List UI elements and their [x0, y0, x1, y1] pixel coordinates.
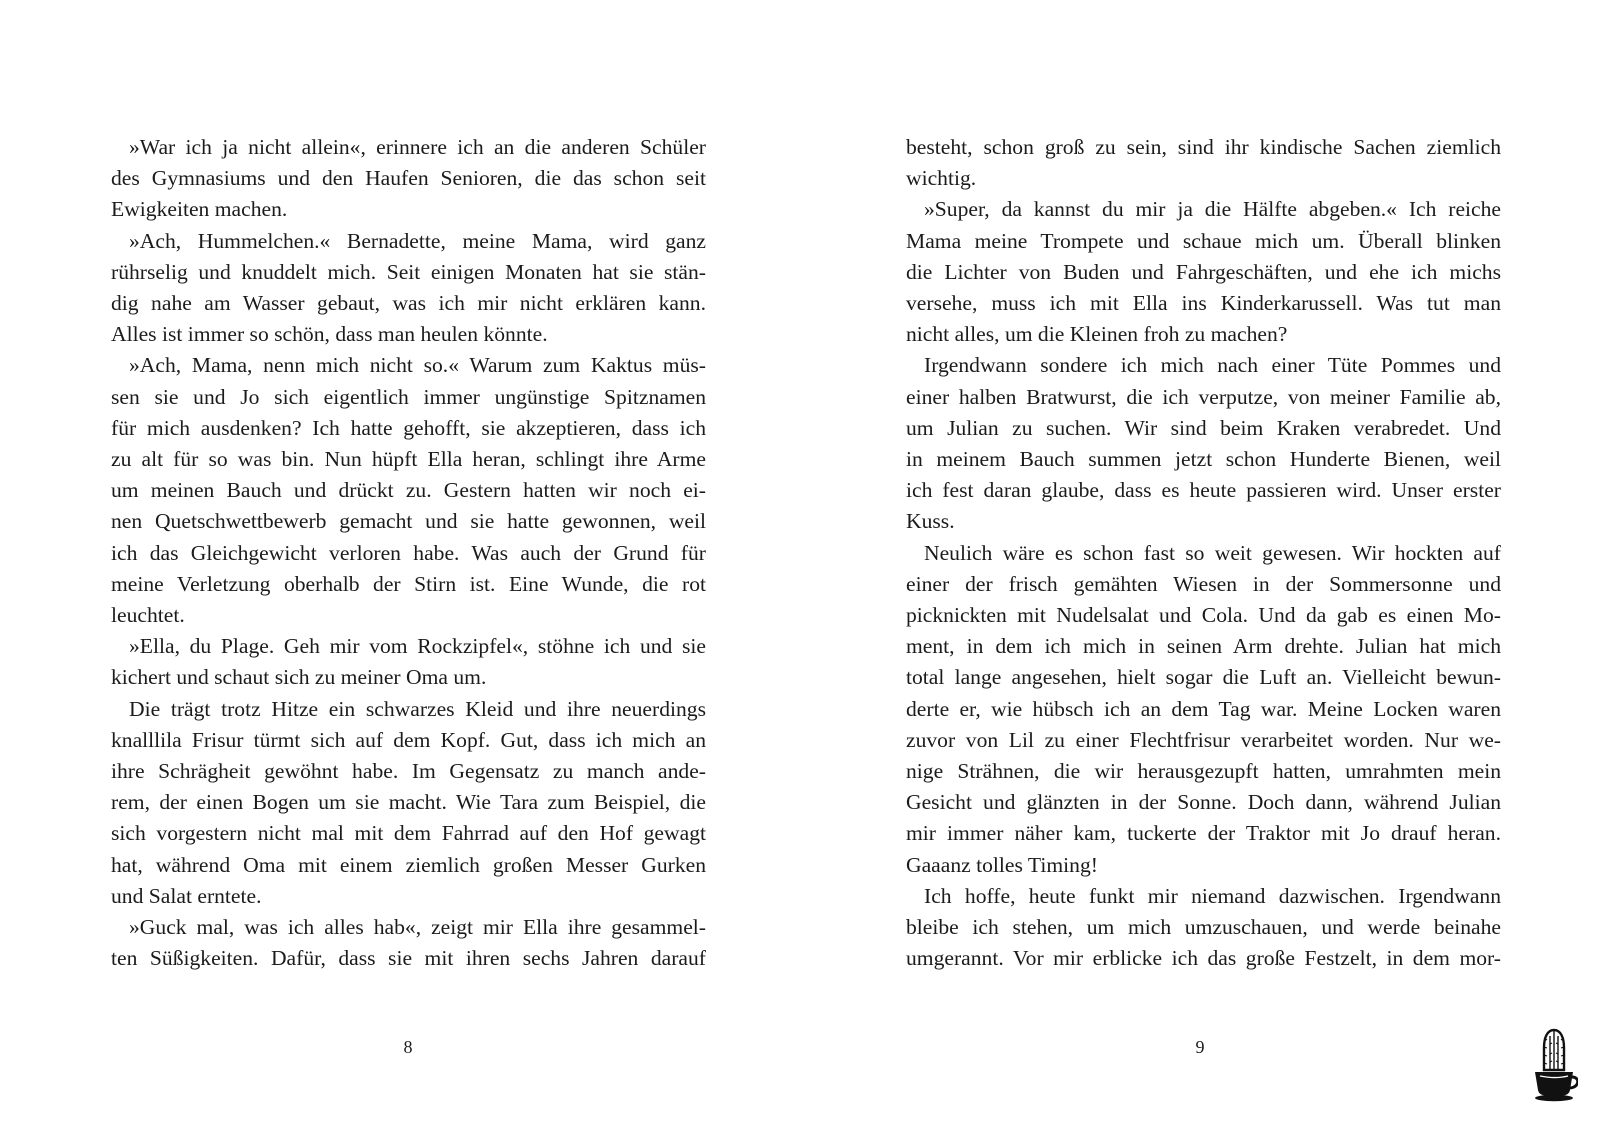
- text-line: Neulich wäre es schon fast so weit gewesen. Wir hockten auf: [924, 540, 1501, 565]
- right-page: [800, 0, 1600, 1131]
- text-line: in meinem Bauch summen jetzt schon Hunderte Bienen, weil: [906, 447, 1501, 472]
- text-line: mir immer näher kam, tuckerte der Traktor mit Jo drauf heran.: [906, 821, 1501, 846]
- text-line: einer der frisch gemähten Wiesen in der Sommersonne und: [906, 571, 1501, 596]
- right-page-text: [906, 132, 1501, 974]
- left-page-text: [111, 132, 706, 974]
- text-line: rührselig und knuddelt mich. Seit einigen Monaten hat sie stän-: [111, 259, 706, 284]
- page-number-right: 9: [1195, 1037, 1205, 1057]
- text-line: knalllila Frisur türmt sich auf dem Kopf. Gut, dass ich mich an: [111, 727, 706, 752]
- text-line: und Salat erntete.: [111, 883, 262, 908]
- text-line: derte er, wie hübsch ich an dem Tag war. Meine Locken waren: [906, 696, 1501, 721]
- text-line: leuchtet.: [111, 603, 185, 628]
- text-line: Gaaanz tolles Timing!: [906, 852, 1098, 877]
- text-line: »Guck mal, was ich alles hab«, zeigt mir Ella ihre gesammel-: [129, 915, 706, 940]
- text-line: »Ach, Mama, nenn mich nicht so.« Warum zum Kaktus müs-: [129, 353, 706, 378]
- text-line: um Julian zu suchen. Wir sind beim Kraken verabredet. Und: [906, 415, 1501, 440]
- text-line: Gesicht und glänzten in der Sonne. Doch dann, während Julian: [906, 790, 1501, 815]
- text-line: Irgendwann sondere ich mich nach einer Tüte Pommes und: [924, 353, 1501, 378]
- text-line: ihre Schrägheit gewöhnt habe. Im Gegensatz zu manch ande-: [111, 759, 706, 784]
- text-line: »Super, da kannst du mir ja die Hälfte abgeben.« Ich reiche: [924, 197, 1501, 222]
- text-line: nige Strähnen, die wir herausgezupft hatten, umrahmten mein: [906, 759, 1501, 784]
- text-line: versehe, muss ich mit Ella ins Kinderkarussell. Was tut man: [906, 291, 1501, 316]
- text-line: sen sie und Jo sich eigentlich immer ungünstige Spitznamen: [111, 384, 706, 409]
- text-line: hat, während Oma mit einem ziemlich großen Messer Gurken: [111, 852, 706, 877]
- text-line: umgerannt. Vor mir erblicke ich das große Festzelt, in dem mor-: [906, 946, 1501, 971]
- text-line: wichtig.: [906, 166, 977, 191]
- text-line: zuvor von Lil zu einer Flechtfrisur verarbeitet worden. Nur we-: [906, 727, 1501, 752]
- text-line: dig nahe am Wasser gebaut, was ich mir nicht erklären kann.: [111, 291, 706, 316]
- text-line: total lange angesehen, hielt sogar die Luft an. Vielleicht bewun-: [906, 665, 1501, 690]
- text-line: einer halben Bratwurst, die ich verputze, von meiner Familie ab,: [906, 384, 1501, 409]
- text-line: »Ach, Hummelchen.« Bernadette, meine Mama, wird ganz: [129, 228, 706, 253]
- text-line: picknickten mit Nudelsalat und Cola. Und da gab es einen Mo-: [906, 603, 1501, 628]
- text-line: die Lichter von Buden und Fahrgeschäften, und ehe ich michs: [906, 259, 1501, 284]
- text-line: um meinen Bauch und drückt zu. Gestern hatten wir noch ei-: [111, 478, 706, 503]
- text-line: Alles ist immer so schön, dass man heulen könnte.: [111, 322, 548, 347]
- text-line: ment, in dem ich mich in seinen Arm drehte. Julian hat mich: [906, 634, 1501, 659]
- text-line: ich das Gleichgewicht verloren habe. Was auch der Grund für: [111, 540, 706, 565]
- text-line: Die trägt trotz Hitze ein schwarzes Kleid und ihre neuerdings: [129, 696, 706, 721]
- page-number-left: 8: [403, 1037, 413, 1057]
- text-line: des Gymnasiums und den Haufen Senioren, die das schon seit: [111, 166, 706, 191]
- text-line: besteht, schon groß zu sein, sind ihr kindische Sachen ziemlich: [906, 135, 1501, 159]
- text-line: für mich ausdenken? Ich hatte gehofft, sie akzeptieren, dass ich: [111, 415, 706, 440]
- cactus-in-cup-icon: [1530, 1026, 1578, 1102]
- text-line: »War ich ja nicht allein«, erinnere ich an die anderen Schüler: [129, 135, 706, 159]
- text-line: sich vorgestern nicht mal mit dem Fahrrad auf den Hof gewagt: [111, 821, 706, 846]
- text-line: Ewigkeiten machen.: [111, 197, 288, 222]
- text-line: nen Quetschwettbewerb gemacht und sie hatte gewonnen, weil: [111, 509, 706, 534]
- text-line: ten Süßigkeiten. Dafür, dass sie mit ihren sechs Jahren darauf: [111, 946, 706, 971]
- text-line: nicht alles, um die Kleinen froh zu machen?: [906, 322, 1288, 347]
- text-line: zu alt für so was bin. Nun hüpft Ella heran, schlingt ihre Arme: [111, 447, 706, 472]
- text-line: Kuss.: [906, 509, 955, 534]
- text-line: rem, der einen Bogen um sie macht. Wie Tara zum Beispiel, die: [111, 790, 706, 815]
- text-line: Mama meine Trompete und schaue mich um. Überall blinken: [906, 228, 1501, 253]
- text-line: »Ella, du Plage. Geh mir vom Rockzipfel«, stöhne ich und sie: [129, 634, 706, 659]
- text-line: bleibe ich stehen, um mich umzuschauen, und werde beinahe: [906, 915, 1501, 940]
- text-line: meine Verletzung oberhalb der Stirn ist. Eine Wunde, die rot: [111, 571, 706, 596]
- text-line: Ich hoffe, heute funkt mir niemand dazwischen. Irgendwann: [924, 883, 1501, 908]
- text-line: kichert und schaut sich zu meiner Oma um.: [111, 665, 487, 690]
- text-line: ich fest daran glaube, dass es heute passieren wird. Unser erster: [906, 478, 1501, 503]
